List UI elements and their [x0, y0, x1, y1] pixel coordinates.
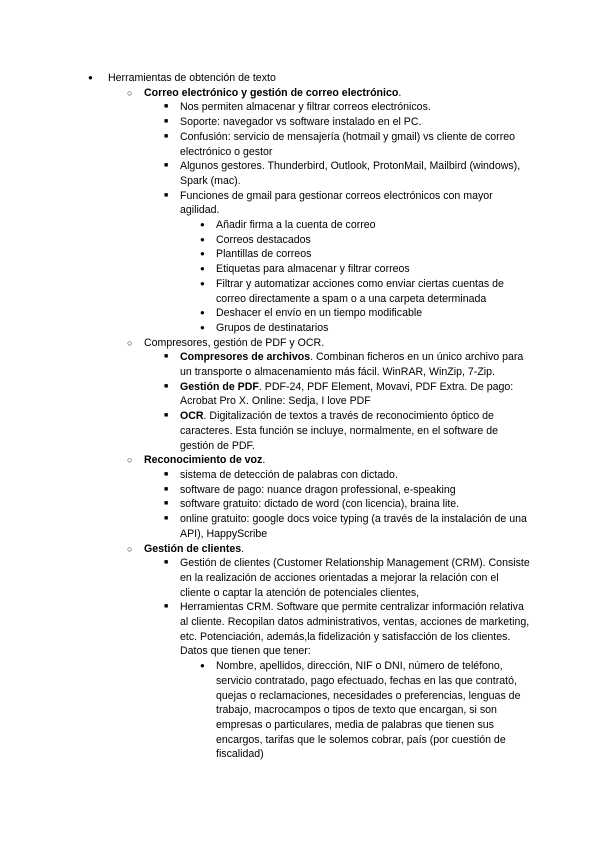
list-item: ■ Soporte: navegador vs software instalado en el PC. — [180, 115, 530, 130]
section-heading: Correo electrónico y gestión de correo electrónico — [144, 86, 399, 99]
section-voice: ○ Reconocimiento de voz. ■ sistema de detección de palabras con dictado. ■ software de pago: nuance dragon professional, e-speaking ■ software gratuito: dictado de word (con licencia), braina lite. ■ online gratuito: google docs voice typing (a través de la instalación de una API), HappyScribe — [144, 453, 548, 541]
section-email: ○ Correo electrónico y gestión de correo electrónico. ■ Nos permiten almacenar y filtrar correos electrónicos. ■ Soporte: navegador vs software instalado en el PC. ■ Confusión: servicio de mensajería (hotmail y gmail) vs cliente de correo electrónico o gestor ■ Algunos gestores. Thunderbird, Outlook, ProtonMail, Mailbird (windows), Spark (mac). ■ Funciones de gmail para gestionar correos electrónicos con mayor agilidad. ● Añadir firma a la cuenta de correo ● Correos destacados ● Plantillas de correos ● Etiquetas para almacenar y filtrar correos ● Filtrar y automatizar acciones como enviar ciertas cuentas de correo directamente a spam o a una carpeta determinada ● Deshacer el envío en un tiempo modificable ● Grupos de destinatarios — [144, 86, 548, 336]
sublist — [180, 468, 530, 542]
list-item: ● Añadir firma a la cuenta de correo — [216, 218, 526, 233]
list-item: ■ Funciones de gmail para gestionar correos electrónicos con mayor agilidad. ● Añadir firma a la cuenta de correo ● Correos destacados ● Plantillas de correos ● Etiquetas para almacenar y filtrar correos ● Filtrar y automatizar acciones como enviar ciertas cuentas de correo directamente a spam o a una carpeta determinada ● Deshacer el envío en un tiempo modificable ● Grupos de destinatarios — [180, 189, 530, 336]
section-compress — [144, 336, 548, 454]
list-item: ● Plantillas de correos — [216, 247, 526, 262]
list-item: ● Correos destacados — [216, 233, 526, 248]
list-item: ■ software de pago: nuance dragon professional, e-speaking — [180, 483, 530, 498]
list-item: ■ Algunos gestores. Thunderbird, Outlook, ProtonMail, Mailbird (windows), Spark (mac). — [180, 159, 530, 188]
list-item: ■ Gestión de clientes (Customer Relationship Management (CRM). Consiste en la realización de acciones orientadas a mejorar la relación con el cliente o captar la atención de potenciales clientes, — [180, 556, 530, 600]
list-item: ■ Confusión: servicio de mensajería (hotmail y gmail) vs cliente de correo electrónico o gestor — [180, 130, 530, 159]
list-item: ■ Nos permiten almacenar y filtrar correos electrónicos. — [180, 100, 530, 115]
section-heading: Compresores, gestión de PDF y OCR. — [144, 336, 325, 349]
list-item: ■ OCR. Digitalización de textos a través de reconocimiento óptico de caracteres. Esta función se incluye, normalmente, en el software de gestión de PDF. — [180, 409, 530, 453]
sublist — [180, 556, 530, 762]
list-item: ● Grupos de destinatarios — [216, 321, 526, 336]
root-heading: Herramientas de obtención de texto — [108, 72, 276, 84]
sublist — [180, 100, 530, 335]
sublist — [216, 218, 526, 336]
sublist — [216, 659, 526, 762]
section-heading: Gestión de clientes — [144, 542, 242, 555]
list-item: ■ Herramientas CRM. Software que permite centralizar información relativa al cliente. Recopilan datos administrativos, ventas, acciones de marketing, etc. Potenciación, además,la fidelización y satisfacción de los clientes. Datos que tienen que tener: ● Nombre, apellidos, dirección, NIF o DNI, número de teléfono, servicio contratado, pago efectuado, fechas en las que contrató, quejas o reclamaciones, necesidades o preferencias, lenguas de trabajo, macrocampos o tipos de texto que encargan, si son empresas o particulares, media de palabras que tienen sus encargos, tarifas que le solemos cobrar, país (por cuestión de fiscalidad) — [180, 600, 530, 762]
outline-list — [108, 71, 548, 762]
list-item: ● Nombre, apellidos, dirección, NIF o DNI, número de teléfono, servicio contratado, pago efectuado, fechas en las que contrató, quejas o reclamaciones, necesidades o preferencias, lenguas de trabajo, macrocampos o tipos de texto que encargan, si son empresas o particulares, media de palabras que tienen sus encargos, tarifas que le solemos cobrar, país (por cuestión de fiscalidad) — [216, 659, 526, 762]
list-item: ■ software gratuito: dictado de word (con licencia), braina lite. — [180, 497, 530, 512]
list-item: ■ Gestión de PDF. PDF-24, PDF Element, Movavi, PDF Extra. De pago: Acrobat Pro X. Online: Sedja, I love PDF — [180, 380, 530, 409]
list-item — [108, 71, 548, 762]
sublist — [180, 350, 530, 453]
list-item: ■ online gratuito: google docs voice typing (a través de la instalación de una API), HappyScribe — [180, 512, 530, 541]
list-item: ■ sistema de detección de palabras con dictado. — [180, 468, 530, 483]
sublist — [144, 86, 548, 762]
section-heading: Reconocimiento de voz — [144, 454, 263, 467]
list-item: ● Deshacer el envío en un tiempo modificable — [216, 306, 526, 321]
section-crm: ○ Gestión de clientes. ■ Gestión de clientes (Customer Relationship Management (CRM). Consiste en la realización de acciones orientadas a mejorar la relación con el cliente o captar la atención de potenciales clientes, ■ Herramientas CRM. Software que permite centralizar información relativa al cliente. Recopilan datos administrativos, ventas, acciones de marketing, etc. Potenciación, además,la fidelización y satisfacción de los clientes. Datos que tienen que tener: ● Nombre, apellidos, dirección, NIF o DNI, número de teléfono, servicio contratado, pago efectuado, fechas en las que contrató, quejas o reclamaciones, necesidades o preferencias, lenguas de trabajo, macrocampos o tipos de texto que encargan, si son empresas o particulares, media de palabras que tienen sus encargos, tarifas que le solemos cobrar, país (por cuestión de fiscalidad) — [144, 542, 548, 763]
list-item: ● Etiquetas para almacenar y filtrar correos — [216, 262, 526, 277]
list-item: ● Filtrar y automatizar acciones como enviar ciertas cuentas de correo directamente a spam o a una carpeta determinada — [216, 277, 526, 306]
list-item: ■ Compresores de archivos. Combinan ficheros en un único archivo para un transporte o almacenamiento más fácil. WinRAR, WinZip, 7-Zip. — [180, 350, 530, 379]
